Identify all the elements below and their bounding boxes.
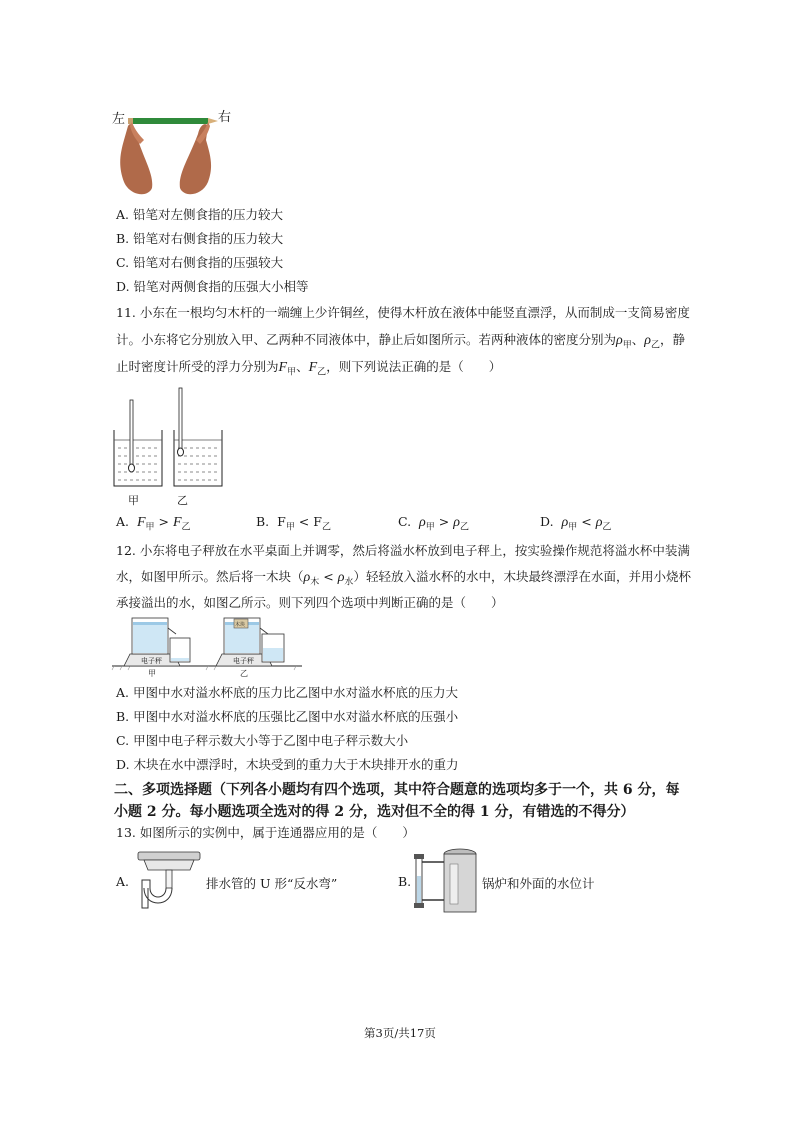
q12-stem-line2: 水，如图甲所示。然后将一木块$(\rho_木 < \rho_水)$轻轻放入溢水杯的水中，木块最终漂浮在水面，并用小烧杯 (116, 569, 691, 588)
section2-heading-line2: 小题 2 分。每小题选项全选对的得 2 分，选对但不全的得 1 分，有错选的不得分） (114, 804, 635, 820)
pencil-hands-illustration (110, 104, 240, 200)
label-right: 右 (218, 110, 232, 125)
q11-fig-label-jia: 甲 (128, 494, 139, 507)
q11-stem-line2: 计。小东将它分别放入甲、乙两种不同液体中，静止后如图所示。若两种液体的密度分别为$\rho_甲$、$\rho_乙$，静 (116, 332, 686, 351)
q10-option-a: A. 铅笔对左侧食指的压力较大 (116, 207, 283, 222)
q12-option-b: B. 甲图中水对溢水杯底的压强比乙图中水对溢水杯底的压强小 (116, 709, 459, 724)
scale-label-jia: 电子秤 (141, 657, 162, 665)
q13-option-b-text: 锅炉和外面的水位计 (482, 876, 595, 891)
q12-stem-line3: 承接溢出的水，如图乙所示。则下列四个选项中判断正确的是（ ） (116, 595, 504, 610)
q11-stem-line1: 11. 小东在一根均匀木杆的一端缠上少许铜丝，使得木杆放在液体中能竖直漂浮，从而制成一支简易密度 (116, 305, 690, 320)
q11-option-d: D. $\rho_甲 < \rho_乙$ (540, 514, 612, 533)
densimeter-figure (112, 390, 222, 480)
boiler-water-gauge-illustration (412, 846, 486, 916)
overflow-cup-figure (112, 614, 312, 676)
q10-option-d: D. 铅笔对两侧食指的压强大小相等 (116, 279, 309, 294)
q10-option-c: C. 铅笔对右侧食指的压强较大 (116, 255, 284, 270)
q10-option-b: B. 铅笔对右侧食指的压力较大 (116, 231, 284, 246)
page-number: 第3页/共17页 (364, 1026, 436, 1040)
q12-stem-line1: 12. 小东将电子秤放在水平桌面上并调零，然后将溢水杯放到电子秤上，按实验操作规范将溢水杯中装满 (116, 543, 690, 558)
sink-u-pipe-illustration (132, 848, 204, 912)
q11-stem-line3: 止时密度计所受的浮力分别为$F_甲$、$F_乙$，则下列说法正确的是（ ） (116, 359, 502, 378)
q12-option-a: A. 甲图中水对溢水杯底的压力比乙图中水对溢水杯底的压力大 (116, 685, 458, 700)
pencil-figure (110, 104, 240, 200)
q11-fig-label-yi: 乙 (177, 494, 188, 507)
q12-fig-label-yi: 乙 (240, 669, 248, 678)
q11-option-a: A. $F_甲 > F_乙$ (116, 514, 191, 533)
scale-label-yi: 电子秤 (233, 657, 254, 665)
q11-option-b: B. $F_甲 < F_乙$ (256, 514, 331, 533)
q11-option-c: C. $\rho_甲 > \rho_乙$ (398, 514, 469, 533)
q13-option-b-letter: B. (398, 874, 412, 889)
label-left: 左 (112, 112, 126, 127)
q13-option-a-text: 排水管的 U 形“反水弯” (206, 876, 338, 891)
q12-option-d: D. 木块在水中漂浮时，木块受到的重力大于木块排开水的重力 (116, 757, 459, 772)
block-label: 木块 (235, 622, 246, 628)
section2-heading-line1: 二、多项选择题（下列各小题均有四个选项，其中符合题意的选项均多于一个，共 6 分，每 (114, 782, 680, 798)
q13-option-a-letter: A. (116, 874, 130, 889)
q13-stem: 13. 如图所示的实例中，属于连通器应用的是（ ） (116, 825, 415, 840)
q12-option-c: C. 甲图中电子秤示数大小等于乙图中电子秤示数大小 (116, 733, 409, 748)
q12-fig-label-jia: 甲 (148, 669, 156, 678)
